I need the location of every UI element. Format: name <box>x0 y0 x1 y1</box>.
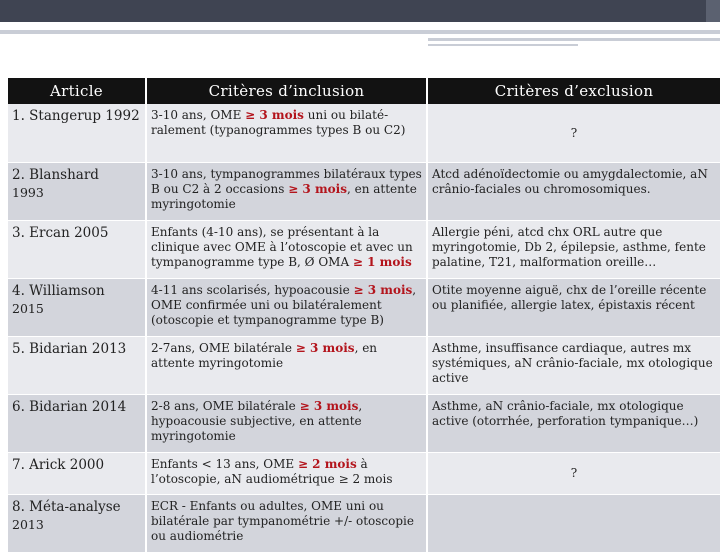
exclusion-cell <box>427 452 720 494</box>
article-cell <box>8 452 146 494</box>
exclusion-cell <box>427 104 720 162</box>
inclusion-duration: ≥ 3 mois <box>353 282 413 297</box>
inclusion-cell <box>146 336 427 394</box>
article-cell <box>8 336 146 394</box>
inclusion-duration: ≥ 2 mois <box>297 456 357 471</box>
decor-rule <box>0 30 720 34</box>
inclusion-cell <box>146 394 427 452</box>
exclusion-text: Asthme, insuffisance cardiaque, autres mx systémiques, aN crânio-faciale, mx otologique active <box>432 340 713 385</box>
inclusion-text: 2-7ans, OME bilatérale <box>151 340 296 355</box>
inclusion-text: Enfants < 13 ans, OME <box>151 456 298 471</box>
article-name: 4. Williamson <box>12 282 105 299</box>
inclusion-cell <box>146 220 427 278</box>
inclusion-text: 4-11 ans scolarisés, hypoacousie <box>151 282 354 297</box>
article-year: 2015 <box>12 300 44 316</box>
inclusion-duration: ≥ 3 mois <box>295 340 355 355</box>
inclusion-duration: ≥ 3 mois <box>299 398 359 413</box>
inclusion-text: 3-10 ans, OME <box>151 108 246 122</box>
article-year: 2013 <box>12 516 44 532</box>
table-row <box>8 104 720 162</box>
exclusion-cell <box>427 278 720 336</box>
table-row <box>8 452 720 494</box>
article-name: 5. Bidarian 2013 <box>12 340 127 357</box>
exclusion-text: Allergie péni, atcd chx ORL autre que myringotomie, Db 2, épilepsie, asthme, fente palatine, T21, malformation oreille… <box>432 224 706 269</box>
inclusion-cell <box>146 278 427 336</box>
inclusion-text: 2-8 ans, OME bilatérale <box>151 398 300 413</box>
exclusion-cell <box>427 162 720 220</box>
exclusion-text: ? <box>570 125 578 140</box>
exclusion-text: Asthme, aN crânio-faciale, mx otologique active (otorrhée, perforation tympanique…) <box>432 398 699 428</box>
inclusion-text-end: , OME confirmée uni ou bilatéralement (otoscopie et tympanogramme type B) <box>151 282 417 327</box>
article-name: 8. Méta-analyse <box>12 498 121 515</box>
article-cell <box>8 162 146 220</box>
criteria-table <box>8 78 720 553</box>
article-year: 1993 <box>12 184 44 200</box>
inclusion-text-end: uni ou bilaté-ralement (typanogrammes types B ou C2) <box>151 108 406 137</box>
article-cell <box>8 278 146 336</box>
exclusion-text: Atcd adénoïdectomie ou amygdalectomie, aN crânio-faciales ou chromosomiques. <box>432 166 708 196</box>
decor-rule <box>428 38 720 41</box>
article-name: 3. Ercan 2005 <box>12 224 109 241</box>
inclusion-text: Enfants (4-10 ans), se présentant à la clinique avec OME à l’otoscopie et avec un tympanogramme type B, Ø OMA <box>151 224 413 269</box>
article-cell <box>8 104 146 162</box>
exclusion-cell <box>427 220 720 278</box>
table-row <box>8 220 720 278</box>
inclusion-text-end: , en attente myringotomie <box>151 340 378 370</box>
title-bar <box>0 0 720 22</box>
exclusion-cell <box>427 494 720 552</box>
inclusion-text-end: , en attente myringotomie <box>151 181 417 211</box>
table-row <box>8 336 720 394</box>
exclusion-text: Otite moyenne aiguë, chx de l’oreille récente ou planifiée, allergie latex, épistaxis récent <box>432 282 707 312</box>
inclusion-duration: ≥ 1 mois <box>352 254 412 269</box>
header-article: Article <box>8 78 146 104</box>
inclusion-cell <box>146 104 427 162</box>
article-cell <box>8 220 146 278</box>
exclusion-text: ? <box>570 466 578 480</box>
inclusion-cell <box>146 162 427 220</box>
title-bar-accent <box>706 0 720 22</box>
table-row <box>8 494 720 552</box>
article-name: 7. Arick 2000 <box>12 456 105 473</box>
article-cell <box>8 394 146 452</box>
table-row <box>8 278 720 336</box>
inclusion-cell <box>146 494 427 552</box>
exclusion-cell <box>427 336 720 394</box>
table-header-row <box>8 78 720 104</box>
inclusion-text: 3-10 ans, tympanogrammes bilatéraux types B ou C2 à 2 occasions <box>151 166 422 196</box>
inclusion-text-end: à l’otoscopie, aN audiométrique ≥ 2 mois <box>151 456 393 486</box>
article-name: 6. Bidarian 2014 <box>12 398 127 415</box>
inclusion-text-end: , hypoacousie subjective, en attente myringotomie <box>151 398 363 443</box>
decor-rule <box>428 44 578 46</box>
article-cell <box>8 494 146 552</box>
table-row <box>8 162 720 220</box>
header-exclusion: Critères d’exclusion <box>427 78 720 104</box>
article-name: 1. Stangerup 1992 <box>12 108 140 124</box>
table-row <box>8 394 720 452</box>
inclusion-text: ECR - Enfants ou adultes, OME uni ou bilatérale par tympanométrie +/- otoscopie ou audiométrie <box>151 498 414 543</box>
exclusion-cell <box>427 394 720 452</box>
inclusion-cell <box>146 452 427 494</box>
inclusion-duration: ≥ 3 mois <box>245 108 304 122</box>
inclusion-duration: ≥ 3 mois <box>288 181 347 196</box>
article-name: 2. Blanshard <box>12 166 99 183</box>
header-inclusion: Critères d’inclusion <box>146 78 427 104</box>
